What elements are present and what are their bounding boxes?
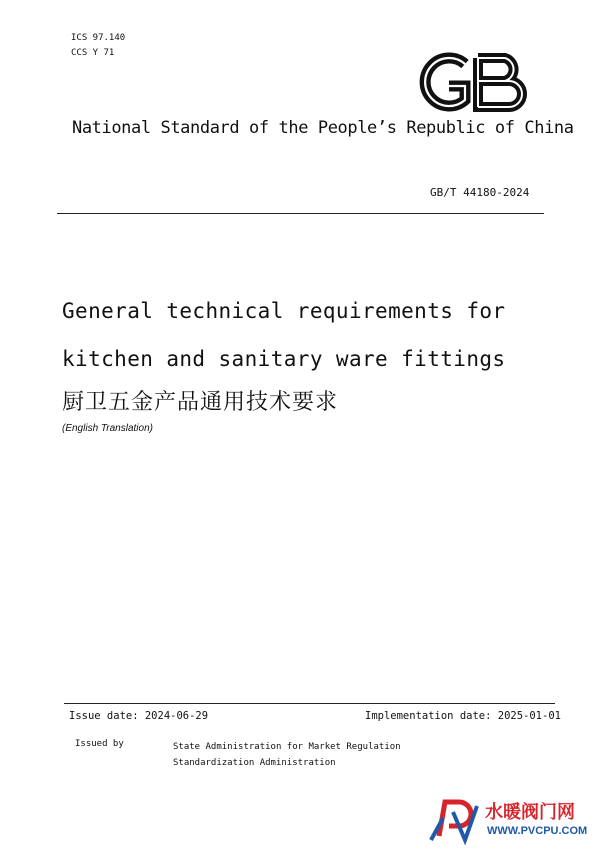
standard-number: GB/T 44180-2024: [430, 186, 530, 199]
title-en-line-1: General technical requirements for: [62, 299, 506, 323]
classification-codes: [71, 31, 125, 61]
issuers: [173, 739, 401, 771]
document-title-zh: 厨卫五金产品通用技术要求: [62, 390, 339, 415]
gb-logo: [415, 50, 529, 114]
implementation-date: Implementation date: 2025-01-01: [365, 710, 561, 722]
gb-logo-text: GB: [415, 50, 417, 51]
title-en-line-2: kitchen and sanitary ware fittings: [62, 347, 506, 371]
ccs-code: CCS Y 71: [71, 48, 115, 58]
issued-by-label: Issued by: [75, 739, 124, 749]
divider: [57, 213, 544, 214]
translation-note: (English Translation): [62, 423, 153, 434]
watermark-url: WWW.PVCPU.COM: [487, 825, 588, 837]
watermark-text: 水暖阀门网: [485, 802, 575, 823]
ics-code: ICS 97.140: [71, 33, 126, 43]
issuer-sac: Standardization Administration: [173, 758, 336, 768]
org-title: National Standard of the People’s Republic of China: [72, 118, 574, 138]
watermark: [425, 792, 597, 846]
issuer-samr: State Administration for Market Regulation: [173, 742, 401, 752]
watermark-logo-icon: [425, 792, 485, 846]
document-title-en: [62, 287, 505, 383]
divider: [64, 703, 555, 704]
issue-date: Issue date: 2024-06-29: [69, 710, 209, 722]
